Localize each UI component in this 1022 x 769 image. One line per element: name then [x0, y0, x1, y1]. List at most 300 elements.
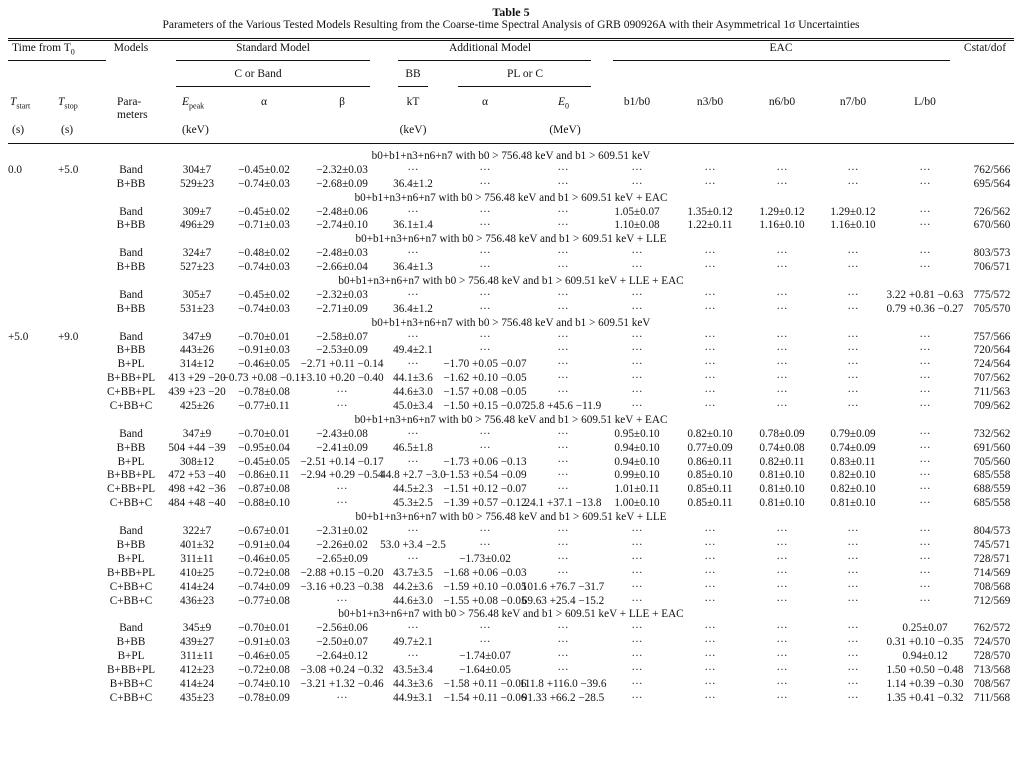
- cell-beta: −2.74±0.10: [316, 219, 368, 232]
- header-n6b0: n6/b0: [768, 96, 796, 108]
- cell-kt: 44.5±2.3: [393, 483, 433, 496]
- cell-cstat: 804/573: [973, 525, 1011, 538]
- table-row: [0, 331, 1022, 345]
- cell-n6: ···: [776, 538, 788, 551]
- cell-beta: −2.64±0.12: [316, 650, 368, 663]
- cell-beta: ···: [336, 594, 348, 607]
- cell-b1: 0.99±0.10: [614, 469, 660, 482]
- cell-n6: ···: [776, 663, 788, 676]
- cell-b1: ···: [631, 261, 643, 274]
- cell-e0: ···: [557, 344, 569, 357]
- cell-model: C+BB+PL: [106, 483, 156, 496]
- cell-alpha2: ···: [479, 177, 491, 190]
- underline-c-or-band: [176, 86, 370, 87]
- cell-beta: −2.71±0.09: [316, 302, 368, 315]
- header-pl-or-c: PL or C: [507, 68, 543, 80]
- header-tstart: $T_{start}$: [10, 96, 31, 111]
- cell-model: B+BB: [116, 177, 146, 190]
- cell-epeak: 347±9: [182, 427, 212, 440]
- cell-n3: ···: [704, 566, 716, 579]
- cell-e0: ···: [557, 455, 569, 468]
- cell-cstat: 708/567: [973, 677, 1011, 690]
- cell-alpha2: −1.39 +0.57 −0.12: [443, 497, 527, 510]
- header-kt: kT: [406, 96, 420, 108]
- cell-epeak: 305±7: [182, 288, 212, 301]
- cell-beta: −2.43±0.08: [316, 427, 368, 440]
- cell-n3: ···: [704, 261, 716, 274]
- cell-beta: −3.21 +1.32 −0.46: [300, 677, 384, 690]
- cell-model: B+PL: [117, 358, 145, 371]
- cell-n7: ···: [847, 636, 859, 649]
- cell-b1: 1.00±0.10: [614, 497, 660, 510]
- cell-alpha2: −1.53 +0.54 −0.09: [443, 469, 527, 482]
- top-rule-2: [8, 40, 1014, 41]
- cell-model: B+BB+PL: [106, 566, 156, 579]
- cell-model: Band: [119, 205, 143, 218]
- table-row: [0, 636, 1022, 650]
- cell-alpha: −0.74±0.03: [238, 302, 290, 315]
- cell-cstat: 726/562: [973, 205, 1011, 218]
- cell-b1: 1.10±0.08: [614, 219, 660, 232]
- cell-alpha2: ···: [479, 261, 491, 274]
- unit-e0: (MeV): [549, 124, 581, 136]
- cell-n6: ···: [776, 650, 788, 663]
- cell-b1: ···: [631, 372, 643, 385]
- table-row: [0, 650, 1022, 664]
- cell-epeak: 496±29: [179, 219, 215, 232]
- cell-n3: ···: [704, 525, 716, 538]
- section-row: b0+b1+n3+n6+n7 with b0 > 756.48 keV and b1 > 609.51 keV: [371, 316, 651, 329]
- cell-n3: ···: [704, 663, 716, 676]
- cell-beta: −2.53±0.09: [316, 344, 368, 357]
- cell-n3: 0.85±0.11: [687, 483, 733, 496]
- table-row: [0, 247, 1022, 261]
- unit-epeak: (keV): [182, 124, 209, 136]
- cell-kt: ···: [407, 525, 419, 538]
- cell-n7: 0.82±0.10: [830, 483, 876, 496]
- cell-kt: 45.3±2.5: [393, 497, 433, 510]
- header-time-from: Time from $T_0$: [12, 42, 75, 57]
- cell-n6: 0.74±0.08: [759, 441, 805, 454]
- cell-e0: ···: [557, 205, 569, 218]
- cell-beta: ···: [336, 497, 348, 510]
- cell-e0: ···: [557, 219, 569, 232]
- cell-kt: 46.5±1.8: [393, 441, 433, 454]
- cell-l: ···: [919, 400, 931, 413]
- cell-kt: ···: [407, 288, 419, 301]
- cell-n7: ···: [847, 344, 859, 357]
- cell-b1: ···: [631, 622, 643, 635]
- cell-epeak: 413 +29 −20: [168, 372, 226, 385]
- cell-beta: −2.66±0.04: [316, 261, 368, 274]
- section-row: b0+b1+n3+n6+n7 with b0 > 756.48 keV and b1 > 609.51 keV + LLE: [355, 233, 667, 246]
- cell-n3: ···: [704, 344, 716, 357]
- cell-epeak: 504 +44 −39: [168, 441, 226, 454]
- header-parameters: Para- meters: [117, 96, 148, 121]
- cell-cstat: 706/571: [973, 261, 1011, 274]
- cell-n7: ···: [847, 552, 859, 565]
- cell-cstat: 670/560: [973, 219, 1011, 232]
- cell-epeak: 531±23: [179, 302, 215, 315]
- cell-n7: ···: [847, 580, 859, 593]
- cell-n7: ···: [847, 247, 859, 260]
- cell-n7: ···: [847, 538, 859, 551]
- cell-epeak: 410±25: [179, 566, 215, 579]
- cell-e0: 69.63 +25.4 −15.2: [521, 594, 605, 607]
- cell-model: B+BB+PL: [106, 663, 156, 676]
- unit-tstop: (s): [61, 124, 74, 136]
- cell-alpha2: ···: [479, 636, 491, 649]
- cell-n6: 1.29±0.12: [759, 205, 805, 218]
- cell-n6: ···: [776, 302, 788, 315]
- cell-alpha2: −1.64±0.05: [459, 663, 511, 676]
- cell-beta: −2.31±0.02: [316, 525, 368, 538]
- table-row: [0, 525, 1022, 539]
- cell-e0: 25.8 +45.6 −11.9: [524, 400, 602, 413]
- cell-model: B+BB+PL: [106, 469, 156, 482]
- cell-kt: 36.1±1.4: [393, 219, 433, 232]
- top-rule: [8, 38, 1014, 39]
- underline-pl-or-c: [458, 86, 591, 87]
- cell-alpha2: −1.59 +0.10 −0.05: [443, 580, 527, 593]
- cell-b1: ···: [631, 650, 643, 663]
- cell-model: B+PL: [117, 455, 145, 468]
- cell-cstat: 688/559: [973, 483, 1011, 496]
- cell-model: C+BB+C: [109, 580, 153, 593]
- cell-beta: −2.94 +0.29 −0.54: [300, 469, 384, 482]
- cell-n6: ···: [776, 330, 788, 343]
- cell-n3: ···: [704, 330, 716, 343]
- cell-n6: ···: [776, 163, 788, 176]
- cell-l: ···: [919, 483, 931, 496]
- cell-kt: 44.1±3.6: [393, 372, 433, 385]
- cell-model: B+BB+PL: [106, 372, 156, 385]
- cell-cstat: 714/569: [973, 566, 1011, 579]
- cell-alpha2: −1.54 +0.11 −0.06: [443, 691, 527, 704]
- cell-epeak: 314±12: [179, 358, 215, 371]
- cell-l: ···: [919, 344, 931, 357]
- cell-l: ···: [919, 219, 931, 232]
- cell-b1: ···: [631, 177, 643, 190]
- cell-cstat: 728/571: [973, 552, 1011, 565]
- cell-b1: ···: [631, 247, 643, 260]
- cell-n7: ···: [847, 566, 859, 579]
- table-row: [0, 303, 1022, 317]
- cell-epeak: 412±23: [179, 663, 215, 676]
- cell-n3: ···: [704, 691, 716, 704]
- cell-n7: ···: [847, 386, 859, 399]
- cell-n3: ···: [704, 177, 716, 190]
- cell-n6: ···: [776, 677, 788, 690]
- cell-n6: 0.81±0.10: [759, 469, 805, 482]
- cell-model: B+BB: [116, 538, 146, 551]
- cell-b1: ···: [631, 163, 643, 176]
- cell-epeak: 484 +48 −40: [168, 497, 226, 510]
- cell-cstat: 720/564: [973, 344, 1011, 357]
- cell-b1: ···: [631, 525, 643, 538]
- cell-e0: ···: [557, 330, 569, 343]
- cell-l: ···: [919, 330, 931, 343]
- cell-e0: ···: [557, 261, 569, 274]
- table-row: [0, 261, 1022, 275]
- cell-beta: −2.32±0.03: [316, 163, 368, 176]
- cell-n7: 0.74±0.09: [830, 441, 876, 454]
- cell-n3: ···: [704, 358, 716, 371]
- cell-n3: ···: [704, 580, 716, 593]
- cell-l: ···: [919, 247, 931, 260]
- cell-n7: ···: [847, 302, 859, 315]
- cell-alpha: −0.77±0.08: [238, 594, 290, 607]
- cell-n3: ···: [704, 650, 716, 663]
- cell-cstat: 713/568: [973, 663, 1011, 676]
- cell-epeak: 309±7: [182, 205, 212, 218]
- cell-cstat: 709/562: [973, 400, 1011, 413]
- cell-epeak: 439±27: [179, 636, 215, 649]
- cell-alpha: −0.45±0.02: [238, 205, 290, 218]
- cell-epeak: 347±9: [182, 330, 212, 343]
- cell-model: C+BB+C: [109, 497, 153, 510]
- header-bb: BB: [405, 68, 421, 80]
- cell-l: 1.50 +0.50 −0.48: [886, 663, 964, 676]
- cell-alpha2: ···: [479, 219, 491, 232]
- unit-tstart: (s): [12, 124, 25, 136]
- cell-alpha2: ···: [479, 302, 491, 315]
- cell-beta: ···: [336, 691, 348, 704]
- cell-beta: −3.08 +0.24 −0.32: [300, 663, 384, 676]
- cell-alpha: −0.70±0.01: [238, 622, 290, 635]
- cell-epeak: 425±26: [179, 400, 215, 413]
- cell-model: B+PL: [117, 552, 145, 565]
- cell-alpha: −0.87±0.08: [238, 483, 290, 496]
- cell-n3: 1.22±0.11: [687, 219, 733, 232]
- cell-n6: ···: [776, 691, 788, 704]
- cell-n3: 0.85±0.10: [687, 469, 733, 482]
- table-row: [0, 289, 1022, 303]
- cell-alpha2: ···: [479, 288, 491, 301]
- underline-eac: [613, 60, 950, 61]
- cell-beta: ···: [336, 400, 348, 413]
- cell-tstart: +5.0: [8, 330, 29, 343]
- cell-l: ···: [919, 441, 931, 454]
- header-tstop: $T_{stop}$: [58, 96, 78, 111]
- cell-kt: 44.2±3.6: [393, 580, 433, 593]
- table-row: [0, 483, 1022, 497]
- cell-kt: 36.4±1.2: [393, 302, 433, 315]
- cell-epeak: 304±7: [182, 163, 212, 176]
- cell-beta: −2.65±0.09: [316, 552, 368, 565]
- cell-n6: ···: [776, 344, 788, 357]
- cell-model: C+BB+C: [109, 691, 153, 704]
- cell-l: 1.14 +0.39 −0.30: [886, 677, 964, 690]
- cell-alpha2: −1.62 +0.10 −0.05: [443, 372, 527, 385]
- cell-epeak: 324±7: [182, 247, 212, 260]
- cell-alpha: −0.70±0.01: [238, 427, 290, 440]
- cell-kt: ···: [407, 163, 419, 176]
- cell-kt: ···: [407, 455, 419, 468]
- cell-model: B+BB: [116, 219, 146, 232]
- cell-l: ···: [919, 177, 931, 190]
- cell-n3: ···: [704, 594, 716, 607]
- cell-tstop: +5.0: [58, 163, 79, 176]
- cell-kt: 45.0±3.4: [393, 400, 433, 413]
- underline-standard: [176, 60, 370, 61]
- cell-alpha: −0.91±0.03: [238, 344, 290, 357]
- cell-n7: ···: [847, 525, 859, 538]
- cell-n6: ···: [776, 177, 788, 190]
- cell-n7: 0.83±0.11: [830, 455, 876, 468]
- cell-beta: −3.16 +0.23 −0.38: [300, 580, 384, 593]
- cell-cstat: 685/558: [973, 497, 1011, 510]
- cell-n3: 0.82±0.10: [687, 427, 733, 440]
- cell-e0: ···: [557, 163, 569, 176]
- cell-e0: ···: [557, 302, 569, 315]
- cell-l: ···: [919, 552, 931, 565]
- cell-b1: ···: [631, 691, 643, 704]
- cell-alpha: −0.73 +0.08 −0.11: [222, 372, 306, 385]
- cell-kt: 43.5±3.4: [393, 663, 433, 676]
- cell-alpha: −0.48±0.02: [238, 247, 290, 260]
- cell-l: ···: [919, 469, 931, 482]
- section-row: b0+b1+n3+n6+n7 with b0 > 756.48 keV and b1 > 609.51 keV + LLE + EAC: [338, 608, 684, 621]
- cell-alpha: −0.72±0.08: [238, 663, 290, 676]
- cell-n7: ···: [847, 372, 859, 385]
- cell-epeak: 401±32: [179, 538, 215, 551]
- cell-alpha2: −1.51 +0.12 −0.07: [443, 483, 527, 496]
- cell-e0: ···: [557, 525, 569, 538]
- table-row: [0, 692, 1022, 706]
- cell-alpha2: −1.58 +0.11 −0.06: [443, 677, 527, 690]
- cell-l: ···: [919, 163, 931, 176]
- cell-model: Band: [119, 330, 143, 343]
- cell-n3: ···: [704, 247, 716, 260]
- cell-n3: ···: [704, 622, 716, 635]
- cell-cstat: 711/568: [973, 691, 1011, 704]
- cell-model: B+BB: [116, 441, 146, 454]
- section-row: b0+b1+n3+n6+n7 with b0 > 756.48 keV and b1 > 609.51 keV: [371, 150, 651, 162]
- cell-l: ···: [919, 386, 931, 399]
- cell-model: Band: [119, 163, 143, 176]
- cell-alpha2: ···: [479, 344, 491, 357]
- cell-epeak: 414±24: [179, 580, 215, 593]
- cell-model: B+BB: [116, 636, 146, 649]
- cell-b1: ···: [631, 594, 643, 607]
- cell-cstat: 695/564: [973, 177, 1011, 190]
- cell-model: Band: [119, 247, 143, 260]
- cell-n3: ···: [704, 400, 716, 413]
- cell-alpha: −0.46±0.05: [238, 358, 290, 371]
- cell-kt: 53.0 +3.4 −2.5: [380, 538, 446, 551]
- cell-kt: ···: [407, 247, 419, 260]
- table-row: [0, 581, 1022, 595]
- cell-alpha2: −1.74±0.07: [459, 650, 511, 663]
- cell-b1: ···: [631, 288, 643, 301]
- cell-l: ···: [919, 358, 931, 371]
- cell-alpha2: −1.73 +0.06 −0.13: [443, 455, 527, 468]
- cell-n3: ···: [704, 636, 716, 649]
- table-row: [0, 428, 1022, 442]
- section-row: b0+b1+n3+n6+n7 with b0 > 756.48 keV and b1 > 609.51 keV + EAC: [354, 191, 668, 204]
- cell-alpha2: ···: [479, 427, 491, 440]
- cell-alpha: −0.74±0.10: [238, 677, 290, 690]
- cell-b1: ···: [631, 580, 643, 593]
- cell-alpha: −0.45±0.05: [238, 455, 290, 468]
- cell-e0: ···: [557, 386, 569, 399]
- cell-alpha: −0.74±0.03: [238, 261, 290, 274]
- cell-l: ···: [919, 372, 931, 385]
- cell-b1: ···: [631, 386, 643, 399]
- cell-model: Band: [119, 525, 143, 538]
- cell-n7: ···: [847, 400, 859, 413]
- table-row: [0, 622, 1022, 636]
- cell-alpha2: ···: [479, 525, 491, 538]
- cell-e0: ···: [557, 427, 569, 440]
- cell-n6: ···: [776, 594, 788, 607]
- cell-beta: −3.10 +0.20 −0.40: [300, 372, 384, 385]
- header-bottom-rule: [8, 143, 1014, 144]
- cell-b1: ···: [631, 400, 643, 413]
- cell-l: ···: [919, 525, 931, 538]
- header-models: Models: [113, 42, 149, 54]
- cell-alpha2: −1.57 +0.08 −0.05: [443, 386, 527, 399]
- table-row: [0, 539, 1022, 553]
- cell-e0: ···: [557, 177, 569, 190]
- cell-alpha2: ···: [479, 205, 491, 218]
- cell-epeak: 414±24: [179, 677, 215, 690]
- cell-epeak: 443±26: [179, 344, 215, 357]
- cell-b1: 0.94±0.10: [614, 455, 660, 468]
- cell-cstat: 728/570: [973, 650, 1011, 663]
- cell-alpha: −0.74±0.03: [238, 177, 290, 190]
- cell-l: 0.94±0.12: [902, 650, 948, 663]
- cell-n6: ···: [776, 247, 788, 260]
- unit-kt: (keV): [399, 124, 427, 136]
- underline-bb: [398, 86, 428, 87]
- table-row: [0, 372, 1022, 386]
- cell-b1: ···: [631, 330, 643, 343]
- cell-e0: ···: [557, 538, 569, 551]
- cell-b1: 1.01±0.11: [614, 483, 660, 496]
- cell-beta: −2.56±0.06: [316, 622, 368, 635]
- cell-alpha2: ···: [479, 441, 491, 454]
- cell-model: B+BB+C: [109, 677, 153, 690]
- cell-n6: 0.82±0.11: [759, 455, 805, 468]
- cell-n7: ···: [847, 622, 859, 635]
- cell-b1: 0.95±0.10: [614, 427, 660, 440]
- cell-alpha: −0.74±0.09: [238, 580, 290, 593]
- cell-kt: ···: [407, 650, 419, 663]
- cell-l: ···: [919, 205, 931, 218]
- cell-beta: −2.68±0.09: [316, 177, 368, 190]
- cell-epeak: 311±11: [180, 650, 214, 663]
- cell-alpha2: ···: [479, 622, 491, 635]
- header-e0: $E_0$: [558, 96, 570, 111]
- cell-kt: ···: [407, 205, 419, 218]
- cell-b1: 1.05±0.07: [614, 205, 660, 218]
- cell-n6: 0.81±0.10: [759, 497, 805, 510]
- cell-model: C+BB+C: [109, 594, 153, 607]
- cell-cstat: 803/573: [973, 247, 1011, 260]
- table-row: [0, 442, 1022, 456]
- table-row: [0, 497, 1022, 511]
- cell-epeak: 527±23: [179, 261, 215, 274]
- cell-n7: 0.81±0.10: [830, 497, 876, 510]
- cell-epeak: 345±9: [182, 622, 212, 635]
- cell-n3: 0.77±0.09: [687, 441, 733, 454]
- underline-additional: [398, 60, 591, 61]
- cell-e0: ···: [557, 288, 569, 301]
- cell-kt: 36.4±1.3: [393, 261, 433, 274]
- cell-cstat: 732/562: [973, 427, 1011, 440]
